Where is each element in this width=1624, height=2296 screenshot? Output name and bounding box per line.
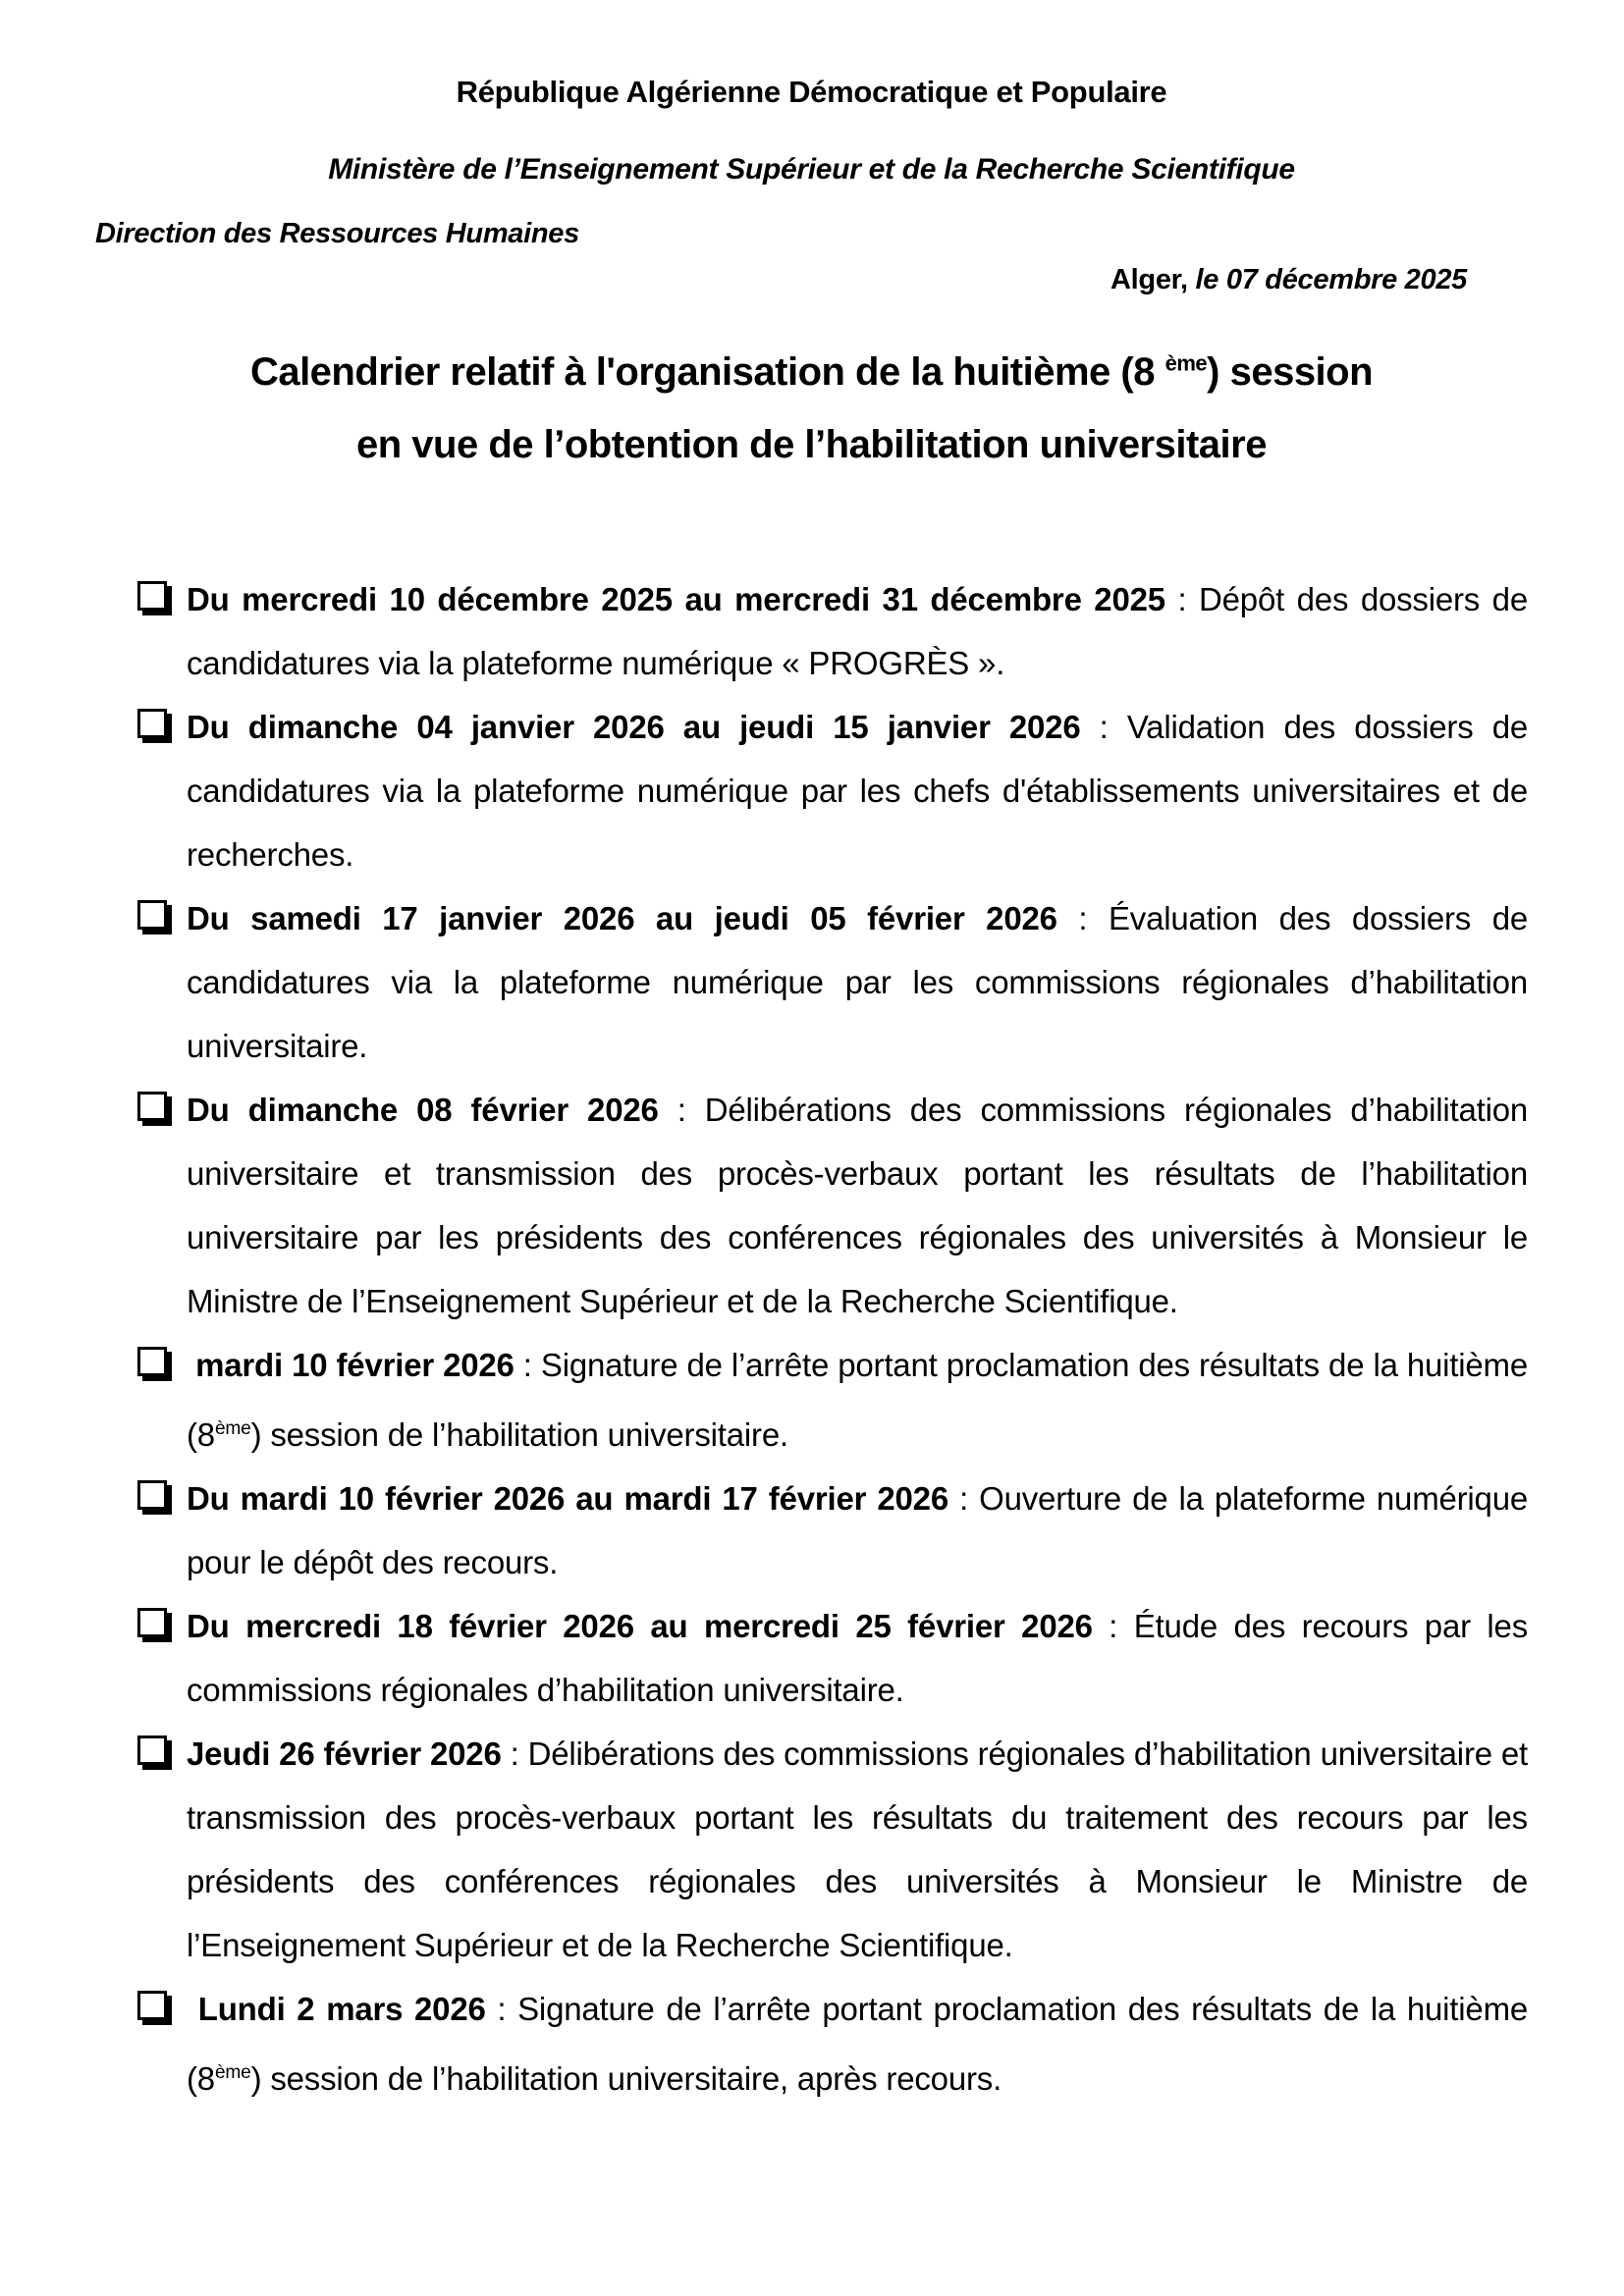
checkbox-bullet-icon <box>137 900 167 930</box>
calendar-item <box>137 886 1528 1078</box>
title-line1 <box>250 350 1373 394</box>
calendar-item-text: Du dimanche 08 février 2026 : Délibérations des commissions régionales d’habilitation universitaire et transmission des procès-verbaux portant les résultats de l’habilitation universitaire par les présidents des conférences régionales des universités à Monsieur le Ministre de l’Enseignement Supérieur et de la Recherche Scientifique. <box>187 1092 1529 1320</box>
title-line1-post: ) session <box>1207 350 1374 395</box>
date-label: le 07 décembre 2025 <box>1187 264 1467 295</box>
calendar-item <box>137 567 1528 695</box>
checkbox-bullet-icon <box>137 1608 167 1637</box>
place-label: Alger, <box>1110 264 1188 295</box>
republic-heading: République Algérienne Démocratique et Populaire <box>456 75 1167 109</box>
calendar-item <box>137 1467 1528 1594</box>
title-line2: en vue de l’obtention de l’habilitation universitaire <box>356 423 1267 467</box>
calendar-item <box>137 1078 1528 1333</box>
calendar-item-text: Du mercredi 10 décembre 2025 au mercredi 31 décembre 2025 : Dépôt des dossiers de candidatures via la plateforme numérique « PROGRÈS ». <box>187 581 1528 682</box>
calendar-list <box>137 567 1528 2110</box>
calendar-item-text: Lundi 2 mars 2026 : Signature de l’arrête portant proclamation des résultats de la huitième (8ème) session de l’habilitation universitaire, après recours. <box>187 1991 1529 2098</box>
checkbox-bullet-icon <box>137 1735 167 1765</box>
direction-heading: Direction des Ressources Humaines <box>95 218 579 249</box>
calendar-item <box>137 1977 1528 2110</box>
checkbox-bullet-icon <box>137 581 167 611</box>
calendar-item-text: Jeudi 26 février 2026 : Délibérations des commissions régionales d’habilitation universitaire et transmission des procès-verbaux portant les résultats du traitement des recours par les présidents des conférences régionales des universités à Monsieur le Ministre de l’Enseignement Supérieur et de la Recherche Scientifique. <box>187 1735 1529 1964</box>
calendar-item-text: Du mercredi 18 février 2026 au mercredi 25 février 2026 : Étude des recours par les commissions régionales d’habilitation universitaire. <box>187 1608 1528 1709</box>
calendar-item <box>137 1333 1528 1467</box>
calendar-item-text: Du mardi 10 février 2026 au mardi 17 février 2026 : Ouverture de la plateforme numérique pour le dépôt des recours. <box>187 1480 1529 1581</box>
place-date-line <box>95 264 1528 296</box>
checkbox-bullet-icon <box>137 1991 167 2020</box>
checkbox-bullet-icon <box>137 709 167 738</box>
title-superscript: ème <box>1164 351 1208 376</box>
calendar-item-text: mardi 10 février 2026 : Signature de l’arrête portant proclamation des résultats de la huitième (8ème) session de l’habilitation universitaire. <box>187 1347 1528 1454</box>
document-title <box>95 328 1528 481</box>
title-line1-pre: Calendrier relatif à l'organisation de la huitième (8 <box>249 350 1165 395</box>
ministry-heading: Ministère de l’Enseignement Supérieur et de la Recherche Scientifique <box>328 153 1295 186</box>
calendar-item-text: Du samedi 17 janvier 2026 au jeudi 05 février 2026 : Évaluation des dossiers de candidatures via la plateforme numérique par les commissions régionales d’habilitation universitaire. <box>187 900 1528 1065</box>
calendar-item-text: Du dimanche 04 janvier 2026 au jeudi 15 janvier 2026 : Validation des dossiers de candidatures via la plateforme numérique par les chefs d'établissements universitaires et de recherches. <box>187 709 1528 874</box>
checkbox-bullet-icon <box>137 1347 167 1376</box>
checkbox-bullet-icon <box>137 1480 167 1510</box>
checkbox-bullet-icon <box>137 1092 167 1121</box>
calendar-item <box>137 1594 1528 1722</box>
calendar-item <box>137 1722 1528 1977</box>
calendar-item <box>137 695 1528 886</box>
